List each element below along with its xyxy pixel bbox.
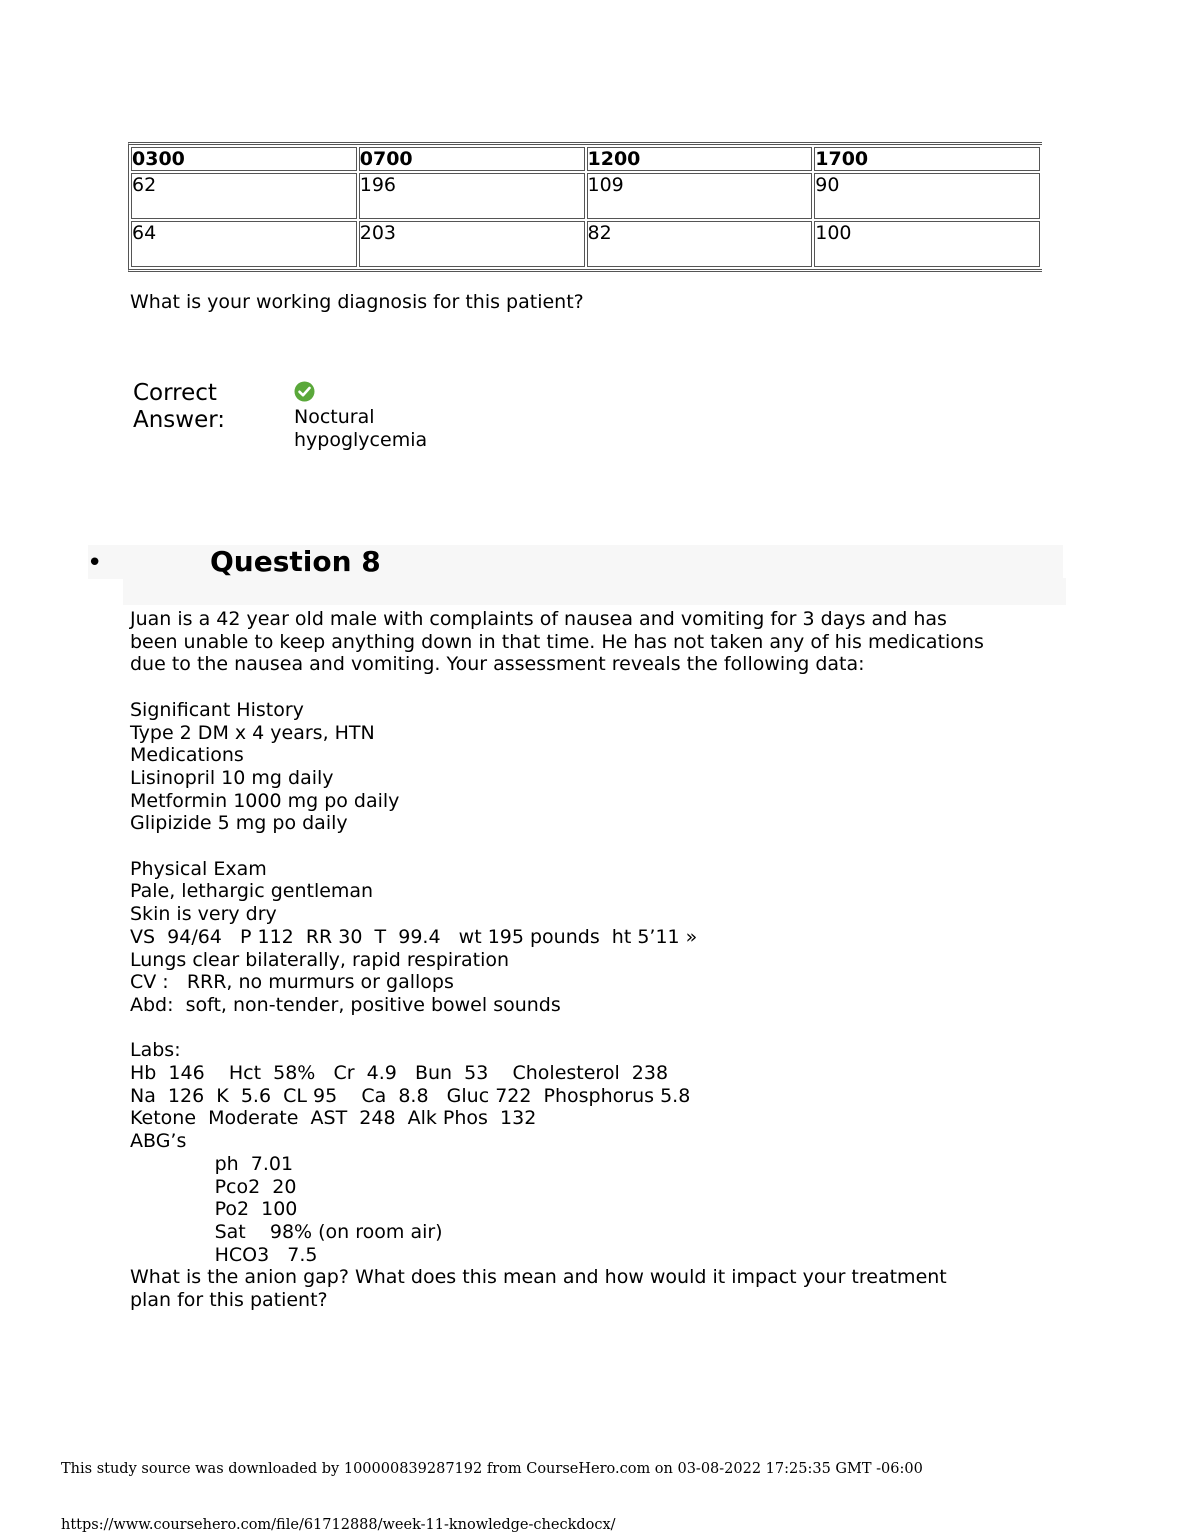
- bullet-icon: •: [87, 548, 103, 578]
- table-cell: 62: [131, 173, 357, 219]
- question-8-title: Question 8: [210, 545, 381, 578]
- table-header-row: [131, 147, 1040, 171]
- table-cell: 203: [359, 221, 585, 267]
- table-cell: 64: [131, 221, 357, 267]
- question-header-band: [123, 578, 1066, 605]
- table-header-cell: 1700: [814, 147, 1040, 171]
- table-cell: 90: [814, 173, 1040, 219]
- table-row: [131, 221, 1040, 267]
- table-row: [131, 173, 1040, 219]
- question-8-body: Juan is a 42 year old male with complaints of nausea and vomiting for 3 days and has been unable to keep anything down in that time. He has not taken any of his medications due to the nausea and vomiting. Your assessment reveals the following data: Significant History Type 2 DM x 4 years, HTN Medications Lisinopril 10 mg daily Metformin 1000 mg po daily Glipizide 5 mg po daily Physical Exam Pale, lethargic gentleman Skin is very dry VS 94/64 P 112 RR 30 T 99.4 wt 195 pounds ht 5’11 » Lungs clear bilaterally, rapid respiration CV : RRR, no murmurs or gallops Abd: soft, non-tender, positive bowel sounds Labs: Hb 146 Hct 58% Cr 4.9 Bun 53 Cholesterol 238 Na 126 K 5.6 CL 95 Ca 8.8 Gluc 722 Phosphorus 5.8 Ketone Moderate AST 248 Alk Phos 132 ABG’s ph 7.01 Pco2 20 Po2 100 Sat 98% (on room air) HCO3 7.5 What is the anion gap? What does this mean and how would it impact your treatment plan for this patient?: [130, 608, 984, 1312]
- table-cell: 100: [814, 221, 1040, 267]
- checkmark-icon: [294, 381, 315, 402]
- question-7-prompt: What is your working diagnosis for this patient?: [130, 291, 584, 313]
- table-cell: 196: [359, 173, 585, 219]
- correct-answer-value: Noctural hypoglycemia: [294, 406, 428, 451]
- table-header-cell: 0700: [359, 147, 585, 171]
- glucose-table: [128, 142, 1042, 272]
- footer-url[interactable]: https://www.coursehero.com/file/61712888/week-11-knowledge-checkdocx/: [61, 1517, 616, 1533]
- table-header-cell: 0300: [131, 147, 357, 171]
- table-cell: 109: [587, 173, 813, 219]
- table-cell: 82: [587, 221, 813, 267]
- table-header-cell: 1200: [587, 147, 813, 171]
- correct-answer-label: Correct Answer:: [133, 380, 226, 433]
- footer-source-line: This study source was downloaded by 100000839287192 from CourseHero.com on 03-08-2022 17:25:35 GMT -06:00: [61, 1461, 923, 1477]
